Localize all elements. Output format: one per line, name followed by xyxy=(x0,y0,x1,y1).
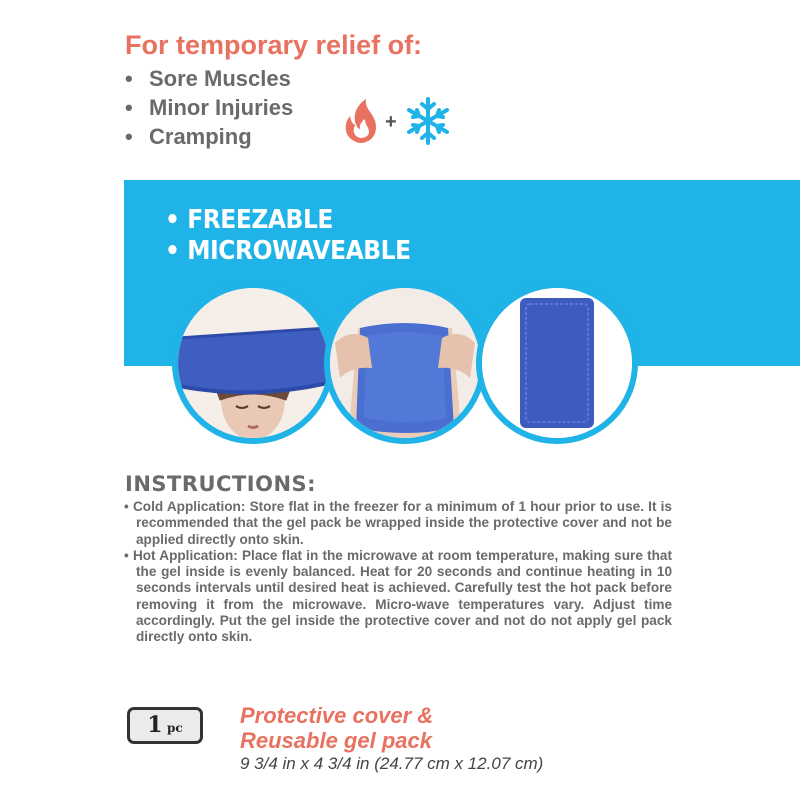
snowflake-icon xyxy=(409,99,447,143)
relief-item-label: Cramping xyxy=(149,124,252,149)
quantity-badge xyxy=(127,707,203,744)
plus-sign: + xyxy=(385,111,397,133)
relief-item-label: Minor Injuries xyxy=(149,95,294,120)
relief-title: For temporary relief of: xyxy=(125,30,423,60)
quantity-count: 1 xyxy=(147,712,163,738)
quantity-unit: pc xyxy=(167,721,183,735)
relief-item-label: Sore Muscles xyxy=(149,66,291,91)
hot-application-instruction: • Hot Application: Place flat in the microwave at room temperature, making sure that the gel inside is evenly balanced. Heat for 20 seconds and continue heating in 10 seconds intervals until desired heat is achieved. Carefully test the hot pack before removing it from the microwave. Micro-wave temperatures vary. Adjust time accordingly. Put the gel inside the protective cover and not do not apply gel pack directly onto skin. xyxy=(124,547,672,645)
cold-application-label: Cold Application: xyxy=(132,499,246,514)
relief-list xyxy=(125,64,293,151)
feature-microwaveable: • MICROWAVEABLE xyxy=(165,236,411,266)
hot-application-label: Hot Application: xyxy=(132,547,238,563)
flame-icon xyxy=(346,99,376,143)
bullet: • xyxy=(125,124,133,149)
cold-application-text: Store flat in the freezer for a minimum of 1 hour prior to use. It is recommended that the gel pack be wrapped inside the protective cover and not be applied directly onto skin. xyxy=(136,499,672,547)
gel-pack-on-head-photo xyxy=(172,282,334,444)
feature-freezable: • FREEZABLE xyxy=(165,205,333,235)
instructions-body xyxy=(124,499,672,646)
heat-cold-icons xyxy=(340,96,455,146)
product-name-line1: Protective cover & xyxy=(240,703,434,728)
product-name-line2: Reusable gel pack xyxy=(240,728,432,753)
relief-item xyxy=(125,93,293,122)
bullet: • xyxy=(125,95,133,120)
instructions-title: INSTRUCTIONS: xyxy=(125,472,317,496)
gel-pack-product-photo xyxy=(476,282,638,444)
bullet: • xyxy=(125,66,133,91)
relief-item xyxy=(125,64,293,93)
product-name xyxy=(240,703,433,753)
relief-item xyxy=(125,122,293,151)
cold-application-instruction: • Cold Application: Store flat in the freezer for a minimum of 1 hour prior to use. It is recommended that the gel pack be wrapped inside the protective cover and not be applied directly onto skin. xyxy=(124,499,672,547)
gel-pack-on-knee-photo xyxy=(324,282,486,444)
product-size: 9 3/4 in x 4 3/4 in (24.77 cm x 12.07 cm) xyxy=(240,754,544,773)
hot-application-text: Place flat in the microwave at room temperature, making sure that the gel inside is evenly balanced. Heat for 20 seconds and continue heating in 10 seconds intervals until desired heat is achieved. Carefully test the hot pack before removing it from the microwave. Micro-wave temperatures vary. Adjust time accordingly. Put the gel inside the protective cover and not do not apply gel pack directly onto skin. xyxy=(136,547,672,645)
